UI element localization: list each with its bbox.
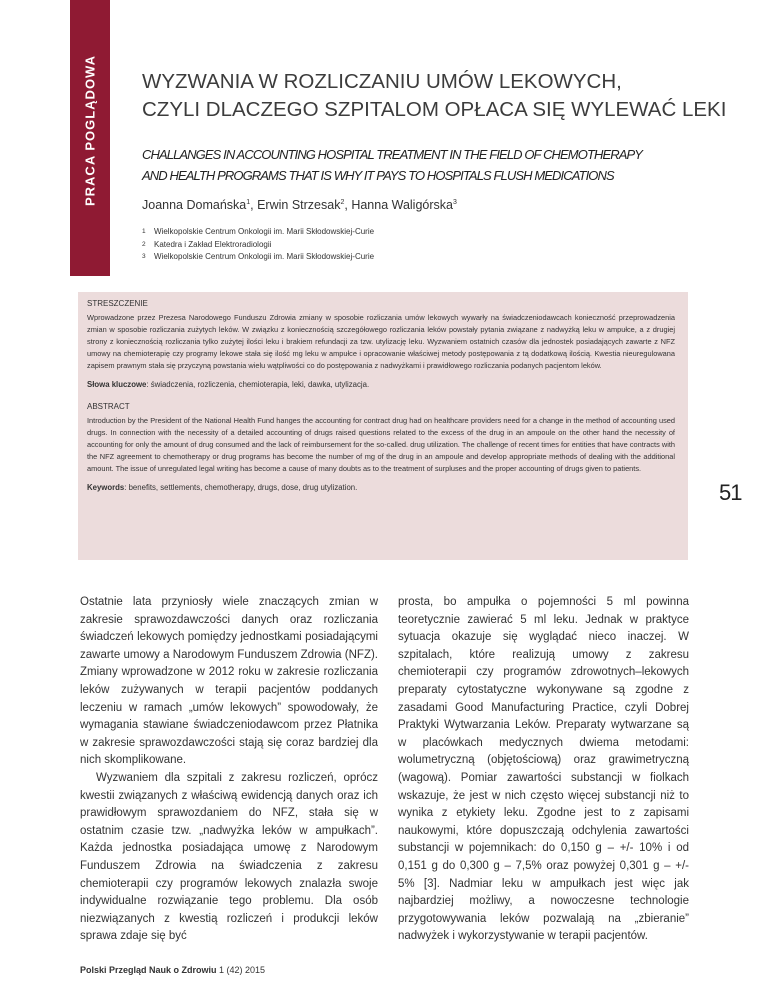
affiliation (142, 251, 374, 264)
section-tab (70, 0, 110, 276)
title-line: CZYLI DLACZEGO SZPITALOM OPŁACA SIĘ WYLEWAĆ LEKI (142, 98, 727, 121)
journal-footer (80, 965, 265, 975)
abstract-heading-english: ABSTRACT (87, 402, 130, 411)
keywords-text: : benefits, settlements, chemotherapy, drugs, dose, drug utylization. (124, 483, 358, 492)
body-paragraph: Ostatnie lata przyniosły wiele znaczących zmian w zakresie sprawozdawczości danych oraz rozliczania świadczeń lekowych pomiędzy jednostkami posiadającymi zawarte umowy a Narodowym Funduszem Zdrowia (NFZ). Zmiany wprowadzone w 2012 roku w zakresie rozliczania leków zużywanych w terapii pacjentów poddanych leczeniu w ramach „umów lekowych” spowodowały, że wymagania stawiane świadczeniodawcom przez Płatnika w zakresie sprawozdawczości stają się coraz bardziej dla nich skomplikowane. (80, 596, 378, 767)
keywords-label: Keywords (87, 483, 125, 492)
journal-issue: 1 (42) 2015 (216, 965, 266, 975)
affiliation-number: 1 (142, 228, 146, 235)
title-line: AND HEALTH PROGRAMS THAT IS WHY IT PAYS TO HOSPITALS FLUSH MEDICATIONS (142, 168, 614, 183)
keywords-label: Słowa kluczowe (87, 380, 147, 389)
body-column-left (80, 594, 378, 946)
title-line: CHALLANGES IN ACCOUNTING HOSPITAL TREATMENT IN THE FIELD OF CHEMOTHERAPY (142, 147, 643, 162)
body-paragraph: prosta, bo ampułka o pojemności 5 ml powinna teoretycznie zawierać 5 ml leku. Jednak w praktyce sytuacja okazuje się wyglądać nieco inaczej. W szpitalach, które realizują umowy z zakresu chemioterapii czy programów zdrowotnych–lekowych preparaty cytostatyczne wykonywane są zgodne z zasadami Good Manufacturing Practice, czyli Dobrej Praktyki Wytwarzania Leków. Preparaty wytwarzane są w placówkach medycznych dwiema metodami: wolumetryczną (objętościową) oraz grawimetryczną (wagową). Pomiar zawartości substancji w fiolkach wskazuje, że jest w nich często więcej substancji niż to wynika z etykiety leku. Zgodne jest to z zapisami naukowymi, które dopuszczają odchylenia zawartości substancji w pojemnikach: do 0,150 g – +/- 10% i od 0,151 g do 0,300 g – 7,5% oraz powyżej 0,301 g – +/- 5% [3]. Nadmiar leku w ampułkach jest więc jak najbardziej możliwy, a nowoczesne technologie przygotowywania leków pozwalają na „zbieranie” nadwyżek i wykorzystywanie w terapii pacjentów. (398, 596, 689, 943)
author-affiliation-marker: 1 (246, 198, 251, 206)
abstract-text-polish: Wprowadzone przez Prezesa Narodowego Funduszu Zdrowia zmiany w sposobie rozliczania umów lekowych wywarły na świadczeniodawcach konieczność przeprowadzenia zmian w sposobie rozliczania zużytych leków. W związku z koniecznością szczegółowego rozliczania leków powstały pytania związane z nadwyżką leku w ampułce, a z drugiej strony z koniecznością rozliczania tylko zużytej ilości leku i brakiem refundacji za tzw. utylizację leku. Wyzwaniem ostatnich czasów dla jednostek posiadających zawarte z NFZ umowy na chemioterapię czy programy lekowe stała się ilość mg leku w ampułce i opracowanie właściwej metody postępowania z tą dodatkową ilością. Kwestia nieuregulowana zapisem prawnym stała się przyczyną powstania wielu wątpliwości co do postępowania z nadwyżkami i prawidłowego rozliczania podanych pacjentom leków. (87, 313, 675, 370)
author-affiliation-marker: 3 (452, 198, 457, 206)
affiliation-number: 2 (142, 240, 146, 248)
title-line: WYZWANIA W ROZLICZANIU UMÓW LEKOWYCH, (142, 70, 622, 93)
author-name: Joanna Domańska (142, 198, 247, 212)
affiliation-number: 3 (142, 253, 146, 260)
keywords-english (87, 483, 675, 492)
keywords-polish (87, 380, 675, 389)
article-title-english (142, 144, 702, 186)
keywords-text: : świadczenia, rozliczenia, chemioterapia, leki, dawka, utylizacja. (146, 380, 370, 389)
page-number: 51 (719, 480, 742, 505)
author-name: Erwin Strzesak (257, 198, 341, 212)
abstract-box (78, 292, 688, 560)
author-affiliation-marker: 2 (340, 198, 345, 206)
affiliation (142, 226, 374, 239)
abstract-heading-polish: STRESZCZENIE (87, 299, 148, 308)
body-paragraph: Wyzwaniem dla szpitali z zakresu rozliczeń, oprócz kwestii związanych z właściwą ewidencją danych oraz ich prawidłowym sprawozdaniem do NFZ, stała się w ostatnim czasie tzw. „nadwyżka leków w ampułkach”. Każda jednostka posiadająca umowę z Narodowym Funduszem Zdrowia na świadczenia z zakresu chemioterapii czy programów lekowych znalazła swoje indywidualne rozwiązanie tego problemu. Dla osób niezwiązanych z kwestią rozliczeń i produkcji leków sprawa zdaje się być (80, 771, 378, 943)
section-tab-label: PRACA POGLĄDOWA (82, 54, 98, 207)
affiliation-text: Wielkopolskie Centrum Onkologii im. Marii Skłodowskiej-Curie (154, 227, 375, 236)
affiliation-text: Wielkopolskie Centrum Onkologii im. Marii Skłodowskiej-Curie (154, 252, 375, 261)
body-column-right (398, 594, 689, 946)
author-list (142, 198, 457, 212)
journal-name: Polski Przegląd Nauk o Zdrowiu (80, 965, 217, 975)
abstract-text-english: Introduction by the President of the National Health Fund hanges the accounting for contract drug had on healthcare providers need for a change in the method of accounting used drugs. In connection with the necessity of a detailed accounting of drugs raised questions related to the excess of the drug in an ampoule on the other hand the necessity of accounting for only the amount of drug consumed and the lack of reimbursement for the so-called. drug utilization. The challenge of recent times for entities that have contracts with the NFZ agreement to chemotherapy or drug programs has become the number of mg of the drug in an ampoule and develop appropriate methods of dealing with the additional amount. The issue of unregulated legal writing has become a cause of many doubts as to the treatment of surpluses and the proper accounting of drugs given to patients. (87, 416, 675, 473)
article-title-polish (142, 68, 742, 124)
author-separator: , (344, 198, 352, 212)
affiliation (142, 239, 374, 252)
affiliation-list (142, 226, 374, 264)
author-separator: , (250, 198, 258, 212)
affiliation-text: Katedra i Zakład Elektroradiologii (154, 239, 272, 249)
author-name: Hanna Waligórska (351, 198, 453, 212)
